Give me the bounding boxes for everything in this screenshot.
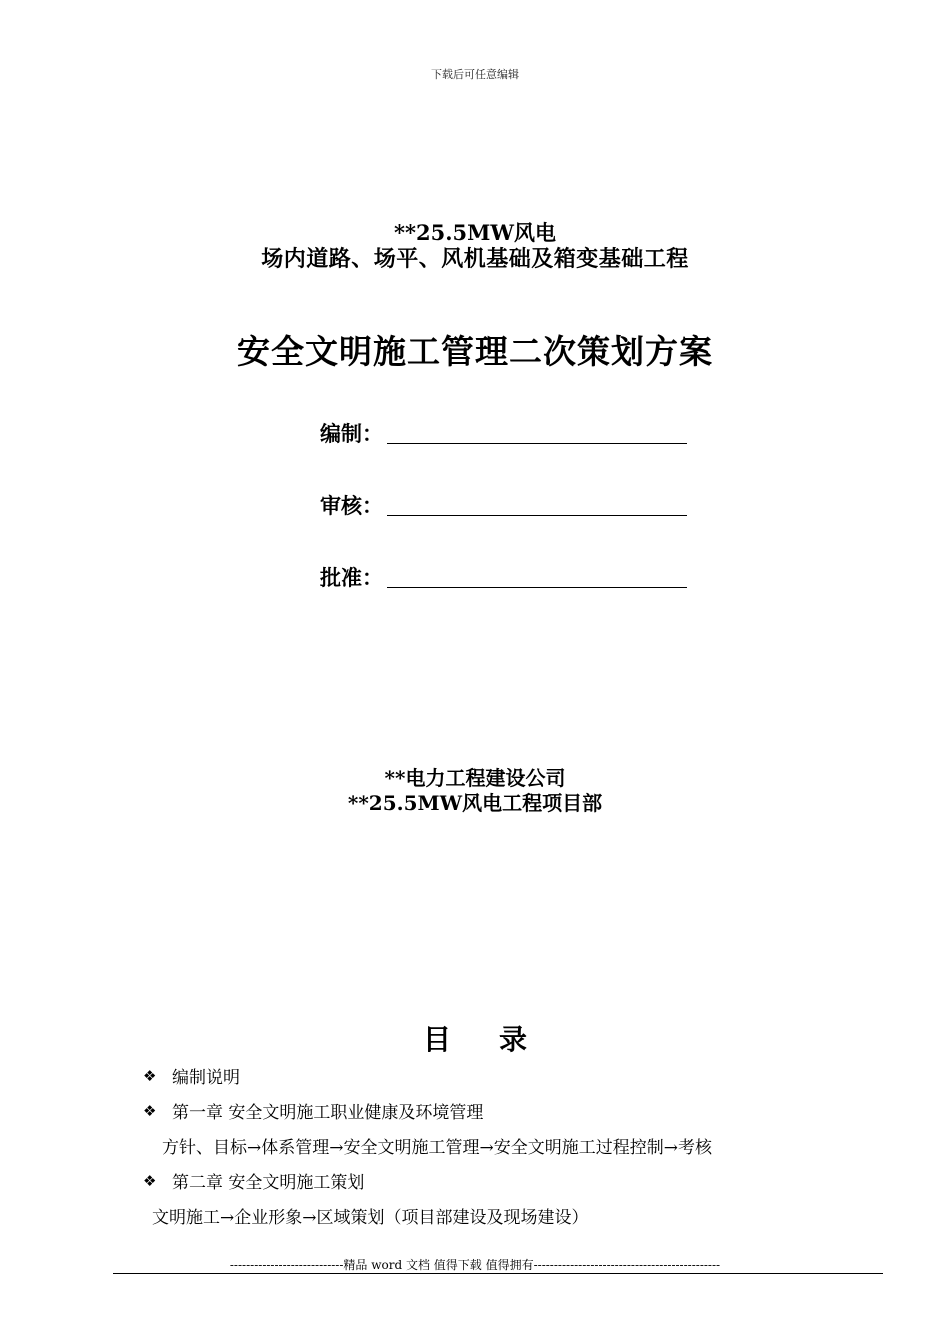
toc-item (143, 1063, 240, 1088)
signature-line (387, 587, 687, 588)
diamond-bullet-icon: ❖ (143, 1171, 157, 1190)
signature-line (387, 443, 687, 444)
diamond-bullet-icon: ❖ (143, 1101, 157, 1120)
toc-title-right: 录 (499, 1023, 528, 1056)
signature-row-approve (320, 562, 687, 592)
footer-rule (113, 1273, 883, 1274)
signature-label: 审核： (320, 493, 383, 518)
toc-title (0, 1018, 950, 1058)
toc-item-text: 第一章 安全文明施工职业健康及环境管理 (172, 1103, 484, 1123)
toc-item-text: 编制说明 (172, 1068, 240, 1088)
toc-item-text: 第二章 安全文明施工策划 (172, 1173, 365, 1193)
diamond-bullet-icon: ❖ (143, 1066, 157, 1085)
project-department: **25.5MW风电工程项目部 (347, 791, 603, 815)
document-title: 安全文明施工管理二次策划方案 (237, 332, 713, 371)
signature-line (387, 515, 687, 516)
toc-item (143, 1168, 364, 1193)
signature-row-compile (320, 418, 687, 448)
project-scope: 场内道路、场平、风机基础及箱变基础工程 (261, 246, 689, 272)
company-name: **电力工程建设公司 (384, 766, 566, 790)
project-name: **25.5MW风电 (394, 220, 556, 245)
header-note: 下载后可任意编辑 (431, 68, 519, 81)
toc-subitem: 文明施工→企业形象→区域策划（项目部建设及现场建设） (152, 1208, 589, 1228)
signature-label: 批准： (320, 565, 383, 590)
signature-label: 编制： (320, 421, 383, 446)
toc-item (143, 1098, 483, 1123)
toc-title-left: 目 (422, 1023, 451, 1056)
toc-subitem: 方针、目标→体系管理→安全文明施工管理→安全文明施工过程控制→考核 (162, 1138, 712, 1158)
footer-banner: ----------------------------精品 word 文档 值得下载 值得拥有---------------------------------------------- (229, 1258, 721, 1272)
signature-row-review (320, 490, 687, 520)
